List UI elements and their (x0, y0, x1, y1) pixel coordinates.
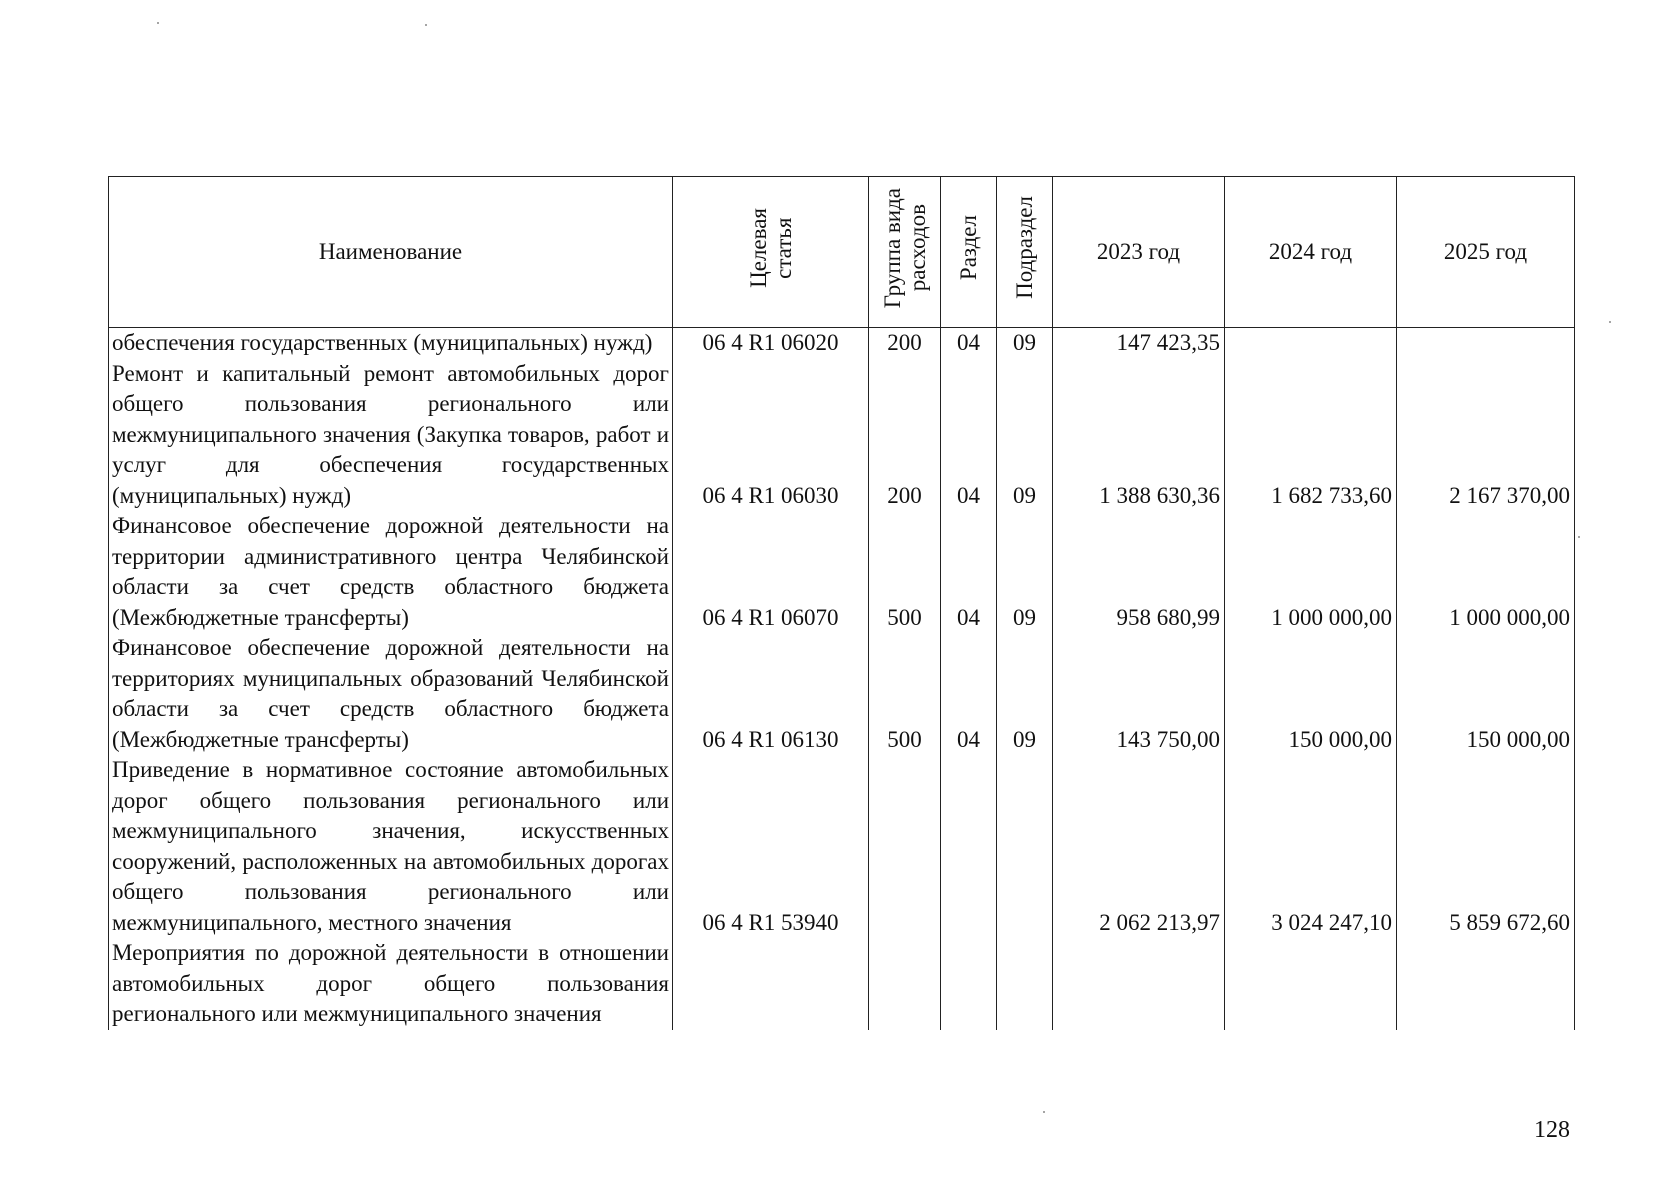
row-target-article (673, 938, 869, 1030)
header-year-2023: 2023 год (1053, 177, 1225, 328)
table-row (109, 633, 1575, 755)
row-amount-2024 (1225, 938, 1397, 1030)
row-amount-2024: 150 000,00 (1225, 633, 1397, 755)
row-target-article: 06 4 R1 06130 (673, 633, 869, 755)
row-section: 04 (941, 511, 997, 633)
row-target-article: 06 4 R1 53940 (673, 755, 869, 938)
row-amount-2025 (1397, 938, 1575, 1030)
header-subsection: Подраздел (997, 177, 1053, 328)
row-target-article: 06 4 R1 06030 (673, 359, 869, 512)
header-section: Раздел (941, 177, 997, 328)
row-name: Ремонт и капитальный ремонт автомобильных дорог общего пользования регионального или межмуниципального значения (Закупка товаров, работ и услуг для обеспечения государственных (муниципальных) нужд) (109, 359, 673, 512)
scan-speck (157, 22, 159, 24)
table-row (109, 511, 1575, 633)
header-target-article: Целевая статья (673, 177, 869, 328)
row-amount-2025 (1397, 328, 1575, 359)
header-name: Наименование (109, 177, 673, 328)
row-subsection: 09 (997, 359, 1053, 512)
row-amount-2023 (1053, 938, 1225, 1030)
table-row (109, 359, 1575, 512)
row-amount-2024: 1 000 000,00 (1225, 511, 1397, 633)
row-section: 04 (941, 328, 997, 359)
row-expense-group: 500 (869, 633, 941, 755)
row-amount-2023: 1 388 630,36 (1053, 359, 1225, 512)
row-amount-2023: 2 062 213,97 (1053, 755, 1225, 938)
table-row (109, 938, 1575, 1030)
row-name: Приведение в нормативное состояние автомобильных дорог общего пользования регионального или межмуниципального значения, искусственных сооружений, расположенных на автомобильных дорогах общего пользования регионального или межмуниципального, местного значения (109, 755, 673, 938)
row-amount-2025: 1 000 000,00 (1397, 511, 1575, 633)
scan-speck (1609, 321, 1611, 323)
scan-speck (425, 24, 427, 26)
row-amount-2023: 958 680,99 (1053, 511, 1225, 633)
row-amount-2024: 1 682 733,60 (1225, 359, 1397, 512)
table-row (109, 328, 1575, 359)
scan-speck (1043, 1111, 1045, 1113)
table-row (109, 755, 1575, 938)
row-subsection: 09 (997, 328, 1053, 359)
row-section: 04 (941, 633, 997, 755)
row-subsection: 09 (997, 511, 1053, 633)
row-expense-group: 200 (869, 359, 941, 512)
row-amount-2025: 150 000,00 (1397, 633, 1575, 755)
row-name: Финансовое обеспечение дорожной деятельности на территориях муниципальных образований Челябинской области за счет средств областного бюджета (Межбюджетные трансферты) (109, 633, 673, 755)
row-section (941, 938, 997, 1030)
scan-speck (1578, 536, 1580, 538)
row-amount-2025: 5 859 672,60 (1397, 755, 1575, 938)
row-name: Финансовое обеспечение дорожной деятельности на территории административного центра Челябинской области за счет средств областного бюджета (Межбюджетные трансферты) (109, 511, 673, 633)
row-expense-group (869, 755, 941, 938)
row-amount-2024 (1225, 328, 1397, 359)
header-year-2025: 2025 год (1397, 177, 1575, 328)
row-subsection: 09 (997, 633, 1053, 755)
row-amount-2025: 2 167 370,00 (1397, 359, 1575, 512)
row-section (941, 755, 997, 938)
row-expense-group: 200 (869, 328, 941, 359)
header-year-2024: 2024 год (1225, 177, 1397, 328)
row-subsection (997, 755, 1053, 938)
row-amount-2024: 3 024 247,10 (1225, 755, 1397, 938)
row-target-article: 06 4 R1 06070 (673, 511, 869, 633)
page-number: 128 (1534, 1117, 1570, 1143)
row-expense-group: 500 (869, 511, 941, 633)
row-expense-group (869, 938, 941, 1030)
row-section: 04 (941, 359, 997, 512)
header-expense-group: Группа вида расходов (869, 177, 941, 328)
row-target-article: 06 4 R1 06020 (673, 328, 869, 359)
budget-table (108, 176, 1575, 1030)
row-name: обеспечения государственных (муниципальных) нужд) (109, 328, 673, 359)
row-subsection (997, 938, 1053, 1030)
row-amount-2023: 143 750,00 (1053, 633, 1225, 755)
row-amount-2023: 147 423,35 (1053, 328, 1225, 359)
row-name: Мероприятия по дорожной деятельности в отношении автомобильных дорог общего пользования регионального или межмуниципального значения (109, 938, 673, 1030)
table-header-row (109, 177, 1575, 328)
